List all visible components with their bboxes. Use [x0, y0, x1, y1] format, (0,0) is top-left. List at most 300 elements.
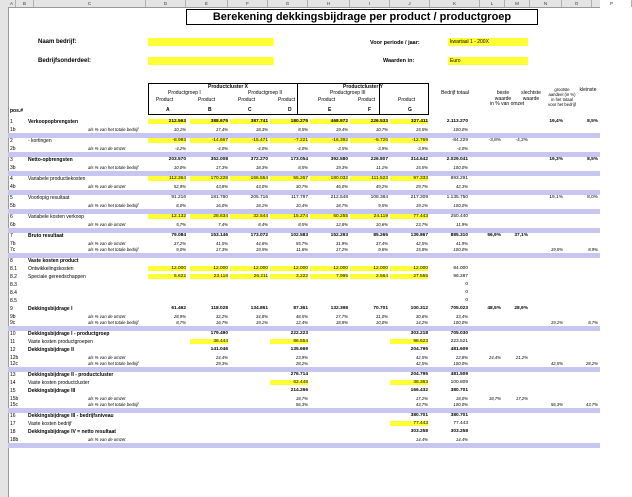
cell-value[interactable]: 303.218: [410, 331, 428, 336]
cell-value[interactable]: 12.000: [310, 266, 348, 271]
cell-value[interactable]: 18,3%: [255, 165, 268, 170]
row-number: 1b: [10, 127, 16, 133]
cell-value[interactable]: 388.675: [190, 119, 228, 124]
cell-value[interactable]: 87.361: [293, 306, 308, 311]
group-3-label: Productgroep III: [330, 90, 366, 96]
column-header-p[interactable]: P: [592, 0, 632, 7]
cell-value[interactable]: 19,1%: [415, 203, 428, 208]
cell-value[interactable]: 37,2%: [173, 241, 186, 246]
spreadsheet[interactable]: [8, 7, 600, 497]
cell-value[interactable]: 24.119: [350, 214, 388, 219]
cell-value[interactable]: 43,7%: [415, 402, 428, 407]
cell-value[interactable]: 8,5%: [298, 127, 308, 132]
pct-omzet-header: in % van omzet: [490, 101, 525, 107]
cell-value[interactable]: 180.032: [310, 176, 348, 181]
cell-value[interactable]: 141.046: [210, 347, 228, 352]
column-header-i[interactable]: I: [350, 0, 390, 7]
division-input[interactable]: [148, 57, 273, 65]
cell-value[interactable]: 17,3%: [215, 247, 228, 252]
cell-value[interactable]: 100.312: [410, 306, 428, 311]
cell-value[interactable]: 100,0%: [453, 127, 468, 132]
column-header-n[interactable]: N: [530, 0, 562, 7]
cell-value[interactable]: 152.293: [330, 233, 348, 238]
product-letter: A: [166, 107, 170, 113]
cell-value[interactable]: 26.211: [230, 274, 268, 279]
cell-value[interactable]: 17,2%: [515, 396, 528, 401]
cell-value[interactable]: 24,4%: [488, 355, 501, 360]
cell-value[interactable]: 16,7%: [215, 320, 228, 325]
cell-value[interactable]: 204.795: [410, 372, 428, 377]
cell-value[interactable]: 22,8%: [455, 355, 468, 360]
row-label: Netto-opbrengsten: [28, 157, 73, 163]
cell-value[interactable]: 100,0%: [453, 402, 468, 407]
cell-value[interactable]: 481.509: [450, 372, 468, 377]
cell-value[interactable]: -12.769: [390, 138, 428, 143]
cell-value[interactable]: 16,0%: [215, 203, 228, 208]
cell-value[interactable]: 180.275: [270, 119, 308, 124]
cell-value[interactable]: 42,3%: [455, 184, 468, 189]
cell-value[interactable]: 84.000: [453, 266, 468, 271]
cell-value[interactable]: 276.714: [290, 372, 308, 377]
cell-value[interactable]: 118.028: [210, 306, 228, 311]
cell-value[interactable]: 18,7%: [295, 396, 308, 401]
cell-value[interactable]: 100,0%: [453, 320, 468, 325]
cell-value[interactable]: 10,0%: [375, 320, 388, 325]
cell-value[interactable]: 61.462: [171, 306, 186, 311]
cell-value[interactable]: 91.216: [171, 195, 186, 200]
row-number: 6b: [10, 222, 16, 228]
cell-value[interactable]: 77.443: [390, 421, 428, 426]
cell-value[interactable]: 85.265: [373, 233, 388, 238]
cell-value[interactable]: 19,1%: [550, 320, 563, 325]
company-input[interactable]: [148, 38, 273, 46]
cell-value[interactable]: 49,2%: [375, 184, 388, 189]
cell-value[interactable]: 32.544: [230, 214, 268, 219]
cell-value[interactable]: 62.448: [270, 380, 308, 385]
column-header-c[interactable]: C: [34, 0, 146, 7]
cell-value[interactable]: 10,0%: [173, 165, 186, 170]
cell-value[interactable]: 12,8%: [335, 222, 348, 227]
cell-value[interactable]: 56,3%: [295, 402, 308, 407]
cell-value[interactable]: 28,9%: [514, 306, 528, 311]
cell-value[interactable]: 3.222: [270, 274, 308, 279]
cell-value[interactable]: 222.223: [290, 331, 308, 336]
cell-value[interactable]: 468.972: [310, 119, 348, 124]
cell-value[interactable]: 303.258: [410, 429, 428, 434]
cell-value[interactable]: 205.716: [250, 195, 268, 200]
cell-value[interactable]: 33,4%: [455, 314, 468, 319]
cell-value[interactable]: 170.228: [190, 176, 228, 181]
cell-value[interactable]: 134.861: [250, 306, 268, 311]
cell-value[interactable]: 27,7%: [335, 314, 348, 319]
cell-value[interactable]: 9,5%: [378, 203, 388, 208]
period-input[interactable]: kwartaal 1 - 200X: [448, 38, 528, 46]
cell-value[interactable]: 17,4%: [215, 127, 228, 132]
cell-value[interactable]: 55,7%: [295, 241, 308, 246]
product-letter: D: [288, 107, 292, 113]
cell-value[interactable]: -4,0%: [456, 146, 468, 151]
cell-value[interactable]: -3,9%: [376, 146, 388, 151]
column-header-f[interactable]: F: [228, 0, 268, 7]
cell-value[interactable]: 15.274: [270, 214, 308, 219]
cell-value[interactable]: 352.008: [210, 157, 228, 162]
row-number: 8.5: [10, 298, 17, 304]
cell-value[interactable]: 27.555: [390, 274, 428, 279]
cell-value[interactable]: 100,0%: [453, 361, 468, 366]
row-label: - kortingen: [28, 138, 52, 144]
table-row: [8, 339, 600, 347]
column-header-m[interactable]: M: [505, 0, 530, 7]
cell-value[interactable]: -3,8%: [488, 138, 501, 143]
cell-value[interactable]: 5,7%: [176, 222, 186, 227]
cell-value[interactable]: -84.229: [451, 138, 468, 143]
cell-value[interactable]: -8.993: [148, 138, 186, 143]
row-number: 11: [10, 339, 16, 345]
cell-value[interactable]: 132.398: [330, 306, 348, 311]
table-row: [8, 306, 600, 314]
cell-value[interactable]: 24,4%: [215, 355, 228, 360]
cell-value[interactable]: 98.623: [390, 339, 428, 344]
cell-value[interactable]: 41,5%: [215, 241, 228, 246]
cell-value[interactable]: 28.634: [190, 214, 228, 219]
cell-value[interactable]: 392.580: [330, 157, 348, 162]
cell-value[interactable]: 15,8%: [415, 247, 428, 252]
cell-value[interactable]: 48,5%: [295, 314, 308, 319]
cell-value[interactable]: 100,0%: [453, 203, 468, 208]
cell-value[interactable]: 8,4%: [258, 222, 268, 227]
cell-value[interactable]: 380.701: [450, 413, 468, 418]
cell-value[interactable]: 8,7%: [588, 320, 598, 325]
cell-value[interactable]: 212.563: [148, 119, 186, 124]
row-number: 12: [10, 347, 16, 353]
cell-value[interactable]: -4,2%: [174, 146, 186, 151]
table-row: [8, 274, 600, 282]
cell-value[interactable]: 17,2%: [415, 396, 428, 401]
column-header-h[interactable]: H: [308, 0, 350, 7]
row-number: 18: [10, 429, 16, 435]
cell-value[interactable]: 14,2%: [415, 320, 428, 325]
cell-value[interactable]: 18,7%: [488, 396, 501, 401]
cell-value[interactable]: 42,5%: [415, 241, 428, 246]
row-number: 2: [10, 138, 13, 144]
cell-value[interactable]: 11,9%: [456, 222, 468, 227]
cell-value[interactable]: 19,1%: [549, 195, 563, 200]
cell-value[interactable]: 166.432: [410, 388, 428, 393]
cell-value[interactable]: 139.867: [410, 233, 428, 238]
cell-value[interactable]: 42,5%: [415, 361, 428, 366]
cell-value[interactable]: 204.795: [410, 347, 428, 352]
cell-value[interactable]: 380.701: [410, 413, 428, 418]
cell-value[interactable]: 0: [465, 282, 468, 287]
cell-value[interactable]: 314.642: [410, 157, 428, 162]
cell-value[interactable]: 214.266: [290, 388, 308, 393]
cell-value[interactable]: 135.669: [290, 347, 308, 352]
table-row: [8, 119, 600, 127]
cell-value[interactable]: 885.310: [450, 233, 468, 238]
row-number: 9c: [10, 320, 16, 326]
cell-value[interactable]: 18,8%: [335, 320, 348, 325]
cell-value[interactable]: 2.113.270: [446, 119, 468, 124]
cell-value[interactable]: 153.146: [210, 233, 228, 238]
cell-value[interactable]: 19,4%: [335, 127, 348, 132]
column-header-o[interactable]: O: [562, 0, 592, 7]
cell-value[interactable]: 9,6%: [378, 247, 388, 252]
row-label: Dekkingsbijdrage I: [28, 306, 73, 312]
cell-value[interactable]: 38.444: [190, 339, 228, 344]
cell-value[interactable]: 481.609: [450, 347, 468, 352]
cell-value[interactable]: 181.780: [210, 195, 228, 200]
cell-value[interactable]: 12.000: [190, 266, 228, 271]
table-row: [8, 195, 600, 203]
row-number: 8: [10, 258, 13, 264]
table-row: [8, 176, 600, 184]
cell-value[interactable]: 387.741: [230, 119, 268, 124]
cell-value[interactable]: 14,4%: [455, 437, 468, 442]
cell-value[interactable]: 7,4%: [218, 222, 228, 227]
cell-value[interactable]: 11,6%: [296, 247, 308, 252]
cell-value[interactable]: 111.523: [350, 176, 388, 181]
product-header: Product: [358, 97, 376, 103]
cell-value[interactable]: 226.807: [370, 157, 388, 162]
cell-value[interactable]: 14,4%: [415, 437, 428, 442]
division-label: Bedrijfsonderdeel:: [38, 58, 92, 64]
cell-value[interactable]: -7.221: [270, 138, 308, 143]
cluster-x-label: Productcluster X: [208, 84, 249, 90]
cell-value[interactable]: -3,9%: [416, 146, 428, 151]
cell-value[interactable]: 28,2%: [585, 361, 598, 366]
cell-value[interactable]: 203.570: [168, 157, 186, 162]
cell-value[interactable]: 117.787: [291, 195, 308, 200]
row-label: als % van het totale bedrijf: [88, 361, 139, 366]
cell-value[interactable]: 327.411: [390, 119, 428, 124]
cell-value[interactable]: 0: [465, 298, 468, 303]
column-header-k[interactable]: K: [430, 0, 480, 7]
currency-input[interactable]: Euro: [448, 57, 528, 65]
row-label: als % van de omzet: [88, 146, 126, 151]
cell-value[interactable]: 23,9%: [295, 355, 308, 360]
cell-value[interactable]: 0: [465, 290, 468, 295]
cell-value[interactable]: 100.809: [450, 380, 468, 385]
cell-value[interactable]: 77.443: [390, 214, 428, 219]
cell-value[interactable]: 2.564: [350, 274, 388, 279]
cell-value[interactable]: -4,0%: [256, 146, 268, 151]
cell-value[interactable]: -4,0%: [216, 146, 228, 151]
cell-value[interactable]: 48,5%: [487, 306, 501, 311]
cell-value[interactable]: 8,7%: [176, 320, 186, 325]
cell-value[interactable]: 56,9%: [487, 233, 501, 238]
cell-value[interactable]: 32,2%: [215, 314, 228, 319]
cell-value[interactable]: 9,0%: [176, 247, 186, 252]
cell-value[interactable]: 17,3%: [215, 165, 228, 170]
product-header: Product: [156, 97, 174, 103]
cell-value[interactable]: 70.701: [373, 306, 388, 311]
cell-value[interactable]: 12.000: [148, 266, 186, 271]
cell-value[interactable]: 43,7%: [585, 402, 598, 407]
cell-value[interactable]: 55.267: [270, 176, 308, 181]
cell-value[interactable]: 12.000: [390, 266, 428, 271]
cell-value[interactable]: 15,5%: [415, 165, 428, 170]
cell-value[interactable]: 28,2%: [295, 361, 308, 366]
cell-value[interactable]: 380.701: [450, 388, 468, 393]
cell-value[interactable]: 10,4%: [295, 203, 308, 208]
column-header-j[interactable]: J: [390, 0, 430, 7]
cell-value[interactable]: 893.291: [450, 176, 468, 181]
cell-value[interactable]: 37,1%: [514, 233, 528, 238]
cell-value[interactable]: 250.440: [450, 214, 468, 219]
cell-value[interactable]: 11,1%: [376, 165, 388, 170]
column-header-a[interactable]: A: [8, 0, 16, 7]
cell-value[interactable]: 18,1%: [255, 203, 268, 208]
cell-value[interactable]: 19,3%: [549, 157, 563, 162]
row-label: als % van de omzet: [88, 222, 126, 227]
cell-value[interactable]: 1.135.750: [446, 195, 468, 200]
cell-value[interactable]: 112.364: [148, 176, 186, 181]
cell-value[interactable]: 8,5%: [587, 157, 598, 162]
bedrijf-totaal-header: Bedrijf totaal: [441, 90, 469, 96]
cell-value[interactable]: 46,0%: [335, 184, 348, 189]
cell-value[interactable]: 8,5%: [298, 165, 308, 170]
cell-value[interactable]: 43,0%: [255, 184, 268, 189]
cell-value[interactable]: 10,1%: [173, 127, 186, 132]
cell-value[interactable]: 96.287: [453, 274, 468, 279]
cell-value[interactable]: -16.392: [310, 138, 348, 143]
row-number: 6: [10, 214, 13, 220]
cell-value[interactable]: 212.548: [330, 195, 348, 200]
cell-value[interactable]: 86.554: [270, 339, 308, 344]
cell-value[interactable]: 173.072: [250, 233, 268, 238]
cell-value[interactable]: 10,6%: [375, 222, 388, 227]
cell-value[interactable]: -4,2%: [515, 138, 528, 143]
cell-value[interactable]: -15.471: [230, 138, 268, 143]
column-header-e[interactable]: E: [186, 0, 228, 7]
cell-value[interactable]: 226.533: [350, 119, 388, 124]
cell-value[interactable]: 31,0%: [375, 314, 388, 319]
cell-value[interactable]: 303.258: [450, 429, 468, 434]
row-number: 15: [10, 388, 16, 394]
cell-value[interactable]: 12.000: [350, 266, 388, 271]
cell-value[interactable]: 52,9%: [173, 184, 186, 189]
row-label: als % van de omzet: [88, 314, 126, 319]
cell-value[interactable]: -3,5%: [336, 146, 348, 151]
cell-value[interactable]: 12.000: [270, 266, 308, 271]
cell-value[interactable]: 41,9%: [455, 241, 468, 246]
row-label: Dekkingsbijdrage IV = netto resultaat: [28, 429, 116, 435]
cell-value[interactable]: 173.054: [290, 157, 308, 162]
cell-value[interactable]: 18,7%: [335, 203, 348, 208]
row-label: Bruto resultaat: [28, 233, 64, 239]
cell-value[interactable]: 17,2%: [335, 247, 348, 252]
column-header-l[interactable]: L: [480, 0, 505, 7]
cell-value[interactable]: 23.118: [190, 274, 228, 279]
row-number: 4b: [10, 184, 16, 190]
cell-value[interactable]: 37,4%: [375, 241, 388, 246]
cell-value[interactable]: 18,0%: [455, 396, 468, 401]
cell-value[interactable]: 12,4%: [295, 320, 308, 325]
cell-value[interactable]: 34,8%: [255, 314, 268, 319]
cell-value[interactable]: 10,7%: [375, 127, 388, 132]
cell-value[interactable]: 166.554: [230, 176, 268, 181]
cell-value[interactable]: 97.333: [390, 176, 428, 181]
cell-value[interactable]: -8.726: [350, 138, 388, 143]
cell-value[interactable]: 29,7%: [415, 184, 428, 189]
table-row: [8, 421, 600, 429]
cell-value[interactable]: 30,7%: [295, 184, 308, 189]
product-letter: B: [208, 107, 212, 113]
row-number: 5b: [10, 203, 16, 209]
cell-value[interactable]: 19,3%: [335, 165, 348, 170]
row-number: 5: [10, 195, 13, 201]
row-label: Verkoopopbrengsten: [28, 119, 79, 125]
cell-value[interactable]: 56,3%: [550, 402, 563, 407]
cell-value[interactable]: 8,0%: [587, 195, 598, 200]
cell-value[interactable]: 31,9%: [335, 241, 348, 246]
cell-value[interactable]: -4,0%: [296, 146, 308, 151]
row-number: 17: [10, 421, 16, 427]
cell-value[interactable]: 30,6%: [415, 314, 428, 319]
cell-value[interactable]: 108.384: [370, 195, 388, 200]
cell-value[interactable]: 12.000: [230, 266, 268, 271]
cell-value[interactable]: 18,3%: [255, 127, 268, 132]
cell-value[interactable]: 8,5%: [587, 119, 598, 124]
cell-value[interactable]: -14.667: [190, 138, 228, 143]
cell-value[interactable]: 100,0%: [453, 247, 468, 252]
cell-value[interactable]: 28,9%: [173, 314, 186, 319]
row-number: 12c: [10, 361, 19, 367]
cell-value[interactable]: 223.521: [450, 339, 468, 344]
cell-value[interactable]: 7.995: [310, 274, 348, 279]
row-number: 12b: [10, 355, 19, 361]
cell-value[interactable]: 8,5%: [298, 222, 308, 227]
kleinste-header: kleinste: [579, 87, 597, 93]
cell-value[interactable]: 42,5%: [415, 355, 428, 360]
column-header-b[interactable]: B: [16, 0, 34, 7]
cell-value[interactable]: 12.132: [148, 214, 186, 219]
row-label: Voorlopig resultaat: [28, 195, 70, 201]
cell-value[interactable]: 19,5%: [550, 247, 563, 252]
cell-value[interactable]: 705.023: [450, 306, 468, 311]
column-header-g[interactable]: G: [268, 0, 308, 7]
cell-value[interactable]: 77.443: [453, 421, 468, 426]
cell-value[interactable]: 29,3%: [215, 361, 228, 366]
cell-value[interactable]: 42,5%: [550, 361, 563, 366]
cell-value[interactable]: 2.029.041: [446, 157, 468, 162]
row-label: Variabele kosten verkoop: [28, 214, 85, 220]
column-header-d[interactable]: D: [146, 0, 186, 7]
cell-value[interactable]: 19,4%: [549, 119, 563, 124]
table-row: [8, 331, 600, 339]
cell-value[interactable]: 179.490: [210, 331, 228, 336]
cell-value[interactable]: 60.255: [310, 214, 348, 219]
cell-value[interactable]: 15,5%: [415, 127, 428, 132]
cell-value[interactable]: 8,0%: [176, 203, 186, 208]
cell-value[interactable]: 102.583: [290, 233, 308, 238]
cell-value[interactable]: 79.084: [171, 233, 186, 238]
cell-value[interactable]: 23,7%: [415, 222, 428, 227]
company-label: Naam bedrijf:: [38, 39, 77, 45]
cell-value[interactable]: 19,5%: [255, 247, 268, 252]
cell-value[interactable]: 705.030: [450, 331, 468, 336]
cell-value[interactable]: 44,6%: [255, 241, 268, 246]
cell-value[interactable]: 21,2%: [515, 355, 528, 360]
cell-value[interactable]: 8,9%: [588, 247, 598, 252]
cell-value[interactable]: 38.363: [390, 380, 428, 385]
cell-value[interactable]: 43,8%: [215, 184, 228, 189]
cell-value[interactable]: 19,1%: [255, 320, 268, 325]
cell-value[interactable]: 372.270: [250, 157, 268, 162]
cell-value[interactable]: 100,0%: [453, 165, 468, 170]
cell-value[interactable]: 5.622: [148, 274, 186, 279]
cell-value[interactable]: 217.309: [410, 195, 428, 200]
